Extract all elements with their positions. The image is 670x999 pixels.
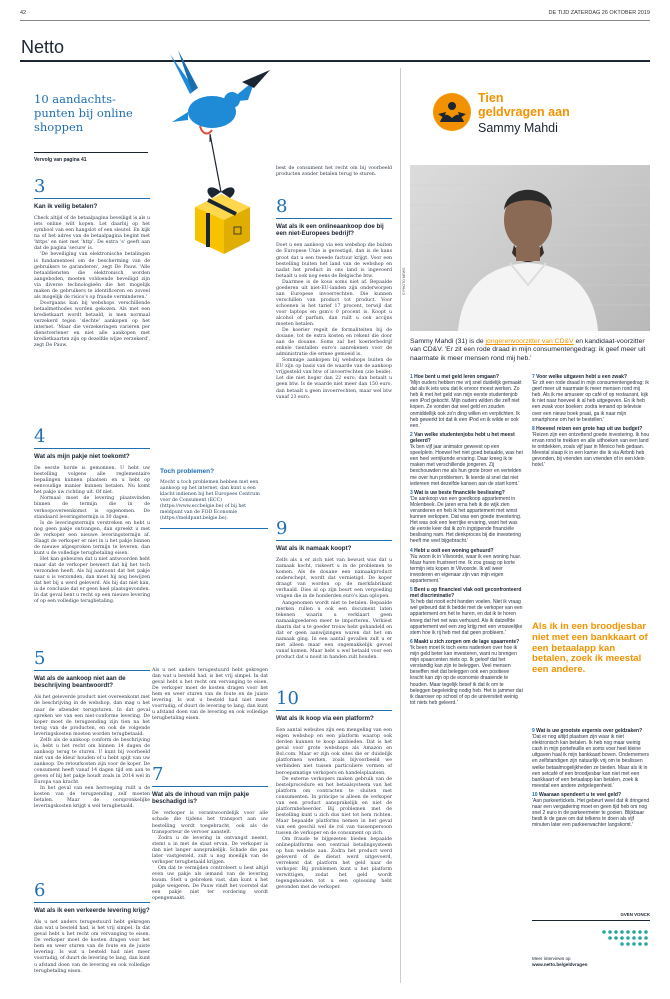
masthead: DE TIJD ZATERDAG 26 OKTOBER 2019	[548, 10, 650, 16]
section-number: 7	[152, 764, 164, 785]
section-rule	[276, 218, 392, 219]
section-heading: Wat als ik koop via een platform?	[276, 715, 374, 722]
section-heading: Wat als ik een verkeerde levering krijg?	[34, 907, 150, 914]
qa-column-2	[532, 374, 650, 614]
qa-item	[532, 426, 650, 469]
paragraph: Is de leveringstermijn verstreken en hebt u nog geen pakje ontvangen, dan spreekt u met de verkoper een nieuwe leveringstermijn af. Slaagt de verkoper er niet in u het pakje binnen de nieuwe afgesproken termijn te leveren, dan kunt u de volledige terugbetaling eisen.	[34, 520, 150, 556]
section-body	[34, 216, 150, 448]
paragraph: Als u net anders terugestuurd hebt gekregen dan wat u besteld had, is het vrij simpel. In dat geval hebt u het recht om vervanging te eisen. De verkoper moet de kosten dragen voor het hem en weer sturen van de foute en de juiste levering. Is wat u besteld had niet meer voorradig, of duurt de levering te lang, dan kunt u afstand doen van de levering en ook volledige terugbetaling eisen.	[34, 920, 150, 974]
paragraph: Doorgaans kan bij webshops verschillende betaalmethodes worden gekozen. Als met een kredietkaart wordt betaald, is men normaal verzekerd tegen 'slechte' aankopen op het internet. 'Maar die verzekeringen varieren per dienstverlener en niet alle aankopen met kredietkaarten zijn op dezelfde wijze verzekerd', zegt De Pauw.	[34, 300, 150, 349]
qa-item	[410, 548, 524, 585]
bird-icon	[170, 50, 270, 133]
more-interviews	[532, 956, 587, 968]
qa-item	[532, 792, 650, 829]
qa-column-1	[410, 374, 524, 982]
paragraph: Aangenomen wordt niet te betalen. Bepaalde merken rullen u ook een document laten tekenen waarin u verklaart geen namaakgoederen meer te importeren. Verkiest daarin dat u te goeder trouw hebt gehandeld en dat er geen aanwijzingen waren dat het om namaak ging. In een aantal gevallen zult u er met alleen maar een ongemakkelijk gevoel vanaf komen. Maar hebt u wel betaald voor een product dat u nooit in handen zult houden.	[276, 600, 392, 660]
pull-quote: Als ik in een broodjesbar niet met een bankkaart of een betaalapp kan betalen, zoek ik meestal een andere.	[532, 621, 648, 676]
paragraph: Om dat te vermijden controleert u best altijd even uw pakje als iemand van de levering kwam. Stelt u gebreken vast, dan kunt u het pakje weigeren. De Pauw vindt het voorstel dat een pakje niet ter vordering wordt opengemaakt.	[152, 865, 268, 902]
continued-from: Vervolg van pagina 41	[34, 157, 87, 163]
answer: 'Aan parkeertickets. Het gebeurt weel dat ik dringend naar een vergadering moet en geen tijd heb om nog snel 2 euro in de parkeermeter te gooien. Blijkbaar beslt ik de gave om dat telkens te doen als vijf minuten later een parkeerwachter langskomt.'	[532, 798, 650, 829]
section-rule	[34, 902, 150, 903]
section-heading: Wat als ik namaak koopt?	[276, 545, 352, 552]
section-body	[276, 243, 392, 503]
question-number: 9	[532, 728, 537, 734]
headline-text: 10 aandachts-punten bij online shoppen	[34, 92, 133, 135]
section-heading: Wat als ik een onlineaankoop doe bij een niet-Europees bedrijf?	[276, 223, 384, 238]
answer: 'Dat er nog altijd plaatsen zijn waar ik niet elektronisch kan betalen. Ik heb nog maar weinig cash in mijn portefeuille en soms voer heel kleine uitgaven haal ik mijn bankkaart boven. Ondernemers en zelfstandigen zijn natuurlijk vrij om te beslissen welke betaalmogelijkheden ze bieden. Maar als ik in een setcafé of een broodjesbar kan niet met een bankkaart of een betaalapp kan betalen, zoek ik meestal een andere zetgelegenheid.'	[532, 734, 650, 789]
headline-underline	[34, 152, 148, 153]
section-heading: Kan ik veilig betalen?	[34, 203, 98, 210]
section-rule	[34, 670, 150, 671]
dots-pattern-icon	[600, 928, 650, 950]
more-url[interactable]: www.netto.be/geldvragen	[532, 962, 588, 967]
section-6	[34, 880, 150, 974]
qa-item	[410, 374, 524, 429]
section-4	[34, 428, 150, 662]
paragraph: Normaal moet de levering plaatsvinden binnen de termijn die in de verkoopovereenkomst is opgenomen. De standaard leveringstermijn is 30 dagen.	[34, 496, 150, 520]
qa-item	[532, 374, 650, 423]
question: Voor welke uitgaven hebt u een zwak?	[536, 374, 627, 380]
kicker-line-2: geldvragen aan	[478, 104, 570, 119]
section-7	[152, 766, 268, 967]
intro-name: Sammy Mahdi (31) is de	[410, 338, 486, 345]
paragraph: Check altijd of de betaalpagina beveiligd is als u iets online wilt kopen. Let daarbij op het symbool van een hangslot of een sleutel. En kijk na of het adres van de betaalpagina begint met 'https' en niet met 'http'. De extra 's' geeft aan dat de pagina 'secure' is.	[34, 216, 150, 252]
section-body	[34, 466, 150, 662]
question: Hoe bent u met geld leren omgaan?	[414, 374, 499, 380]
paragraph: Zodra u de levering in ontvangst neemt, stemt u in met de staat ervan. De verkoper is dan niet langer aansprakelijk. Schade die pas later vastgesteld, zult u nog moeilijk van de verkoper terugbetaald krijgen.	[152, 835, 268, 865]
section-heading: Wat als de inhoud van mijn pakje beschadigd is?	[152, 791, 250, 806]
section-rule	[152, 786, 268, 787]
intro-role: jongerenvoorzitter van CD&V	[485, 338, 574, 345]
answer: 'Reizen zijn een ontzettend goede investering. Ik hou ervan rond te trekken en alle uithoeken van een land te ontdekken, zoals vijf jaar in Mexico heb gedaan. Meestal slaap ik in een kamer die ik via Airbnb heb gevonden, bij vrienden van vrienden of in een klein hotel.'	[532, 431, 650, 469]
headline	[34, 92, 144, 135]
section-heading: Wat als mijn pakje niet toekomt?	[34, 453, 130, 460]
portrait-icon	[410, 165, 650, 331]
interview-kicker	[478, 92, 570, 119]
author-credit: GVEN VONCK	[620, 912, 650, 917]
question: Bent u op financieel vlak ooit geconfronteerd met discriminatie?	[410, 587, 522, 600]
section-number: 10	[276, 688, 299, 709]
header-rule	[20, 20, 650, 21]
answer: 'Er zit een rode draad in mijn consumentengedrag: ik geef meer uit naarmate ik meer mensen rond mij heb. Als ik me amuseer op café of op restaurant, kijk ik niet naar hoeveel ik al heb uitgegeven. En ik heb een zwak voor boeken: zodra iemand op televisie over een nieuw boek praat, ga ik naar mijn smartphone om het te bestellen.'	[532, 380, 649, 423]
interview-intro	[410, 338, 650, 363]
section-3	[34, 178, 150, 448]
question: Van welke studentenjobs hebt u het meest geleerd?	[410, 431, 515, 444]
section-5	[34, 650, 150, 855]
paragraph: De eerste horde is gemonnen. U hebt uw bestelling volgens alle reglementaire bepalingen kunnen plaatsen en u hebt op eenvoudige manier kunnen betalen. Nu komt het pakje uw richting uit. Of niet.	[34, 466, 150, 496]
section-rule	[34, 198, 150, 199]
paragraph: Sommige aankopen bij webshops buiten de EU zijn op basis van de waarde van de aankoop vrijgesteld van btw of invoerrechten (zie beide). Let die niet hoger dan 22 euro, dan betaalt u geen btw. Is de waarde niet meer dan 150 euro, dan betaalt u geen invoerrechten, maar wel btw vanaf 23 euro.	[276, 358, 392, 400]
more-label: Meer interviews op	[532, 956, 571, 961]
paragraph: In het geval van een herroeping ruilt u de kosten van de terugzending zelf moeten betalen. Maar de oorspronkelijke leveringskosten krijgt u wel terugbetaald.	[34, 786, 150, 810]
question-number: 3	[410, 489, 415, 496]
question-number: 2	[410, 431, 415, 438]
qa-item	[410, 490, 524, 545]
section-number: 8	[276, 196, 288, 217]
paragraph: Zelfs als de aankoop conform de beschrijving is, hebt u het recht om binnen 14 dagen de aankoop terug te sturen. U kunt bij voorbeeld niet van de kleur houden of u hebt spijt van uw aankoop. De retourkosten zijn voor de koper. De consument heeft vanaf 14 dagen tijd om aan te geven of hij het pakje houdt zoals in 2014 wel in Europa van kracht.	[34, 737, 150, 786]
bird-gift-illustration	[150, 42, 290, 257]
paragraph: Het kan gebeuren dat u niet antwoorden hebt maar dat de verkoper beweert dat hij het toch verzonden heeft. Als hij aantoont dat het pakje naar u is verzonden, dan moet hij nog bewijzen dat het bij u werd geleverd. Als hij dat niet kan, is de conclusie dat er geen heel plaatsgevonden. In dat geval bent u recht op een nieuwe levering of op een volledige terugbetaling.	[34, 556, 150, 605]
answer: 'Ik been moet ik toch eens nadenken over hoe ik mijn geld beter kan investeren, want nu brengen mijn spaarcenten niets op. Ik geloof dat het verstandig kan zijn te beleggen. Veel mensen beseffen niet dat beleggen ook een positieve kracht kan zijn op de economie draaiende te houden. Maar tegelijk besef ik dat ik om te beleggen begeleiding nodig heb. Het is jammer dat ik daarover op school of op de universiteit weinig tot niets heb geleerd.'	[410, 644, 523, 706]
section-9	[276, 520, 392, 702]
section-number: 6	[34, 880, 46, 901]
question-number: 4	[410, 547, 415, 554]
section-number: 4	[34, 426, 46, 447]
question: Hebt u ooit een woning gehuurd?	[414, 547, 494, 554]
section-title: Netto	[21, 37, 65, 57]
section-10	[276, 690, 392, 960]
section-body	[34, 695, 150, 855]
sidebar-title: Toch problemen?	[160, 468, 215, 475]
section-6-continued	[152, 668, 268, 740]
paragraph: Een aantal websites zijn een mengeling van een eigen webshop en een platform waarop ook derden kunnen te koop aanbieden. Dat is het geval voor grote webshops als Amazon en Bol.com. Maar er zijn ook sites die er duidelijk platformen werken, zoals bijvoorbeeld we verbinden niet tussen particuliere vormen of beroepsmatige verkopers en handelsplaatsen.	[276, 728, 392, 776]
answer: 'De aankoop van een goedkoop appartement in Molenbeek. De jaren erna heb ik de wijk zien veranderen en heb ik het appartement met winst kunnen verkopen. Dat was een goede investering. Het was ook een leerrijke ervaring, want het was de eerste keer dat ik zo'n ingrijpende financiële beslissing nam. Het denkproces bij die investering heeft me veel bijgebracht.'	[410, 495, 522, 545]
section-body	[34, 920, 150, 974]
kicker-line-1: Tien	[478, 91, 504, 105]
qa-item	[532, 728, 650, 789]
question-number: 1	[410, 374, 415, 380]
paragraph: Zelfs als u er zich niet van bewust was dat u namaak kocht, riskeert u in de problemen te komen. Als de douane een namaakproduct onderschept, wordt dat vernietigd. De koper draagt van worden op de merkfabrikant verhaald. Dies al op zijn beurt een vergoeding vragen die in de honderden euro's kan oplopen.	[276, 558, 392, 600]
paragraph: 'De beveiliging van elektronische betalingen is fundamenteel om de bescherming van de gebruikers te garanderen', zegt De Pauw. 'Alle betaaldiensten die elektronisch worden aangeboden, moeten voldoende beveiligd zijn via diverse technologieën die het mogelijk maken de gebruikers te identificeren en zoveel als mogelijk de risico's op fraude verminderen.'	[34, 252, 150, 300]
qa-item	[410, 432, 524, 487]
answer: 'Ik ben vijf jaar animator geweest op een speelplein. Hoewel het niet goed betaalde, was het een heel verrijkende ervaring. Daar kreeg ik te maken met verschillende jongeren. Zij beschouwden me als hun grote broer en vertelden me over hun problemen. Ik leerde al snel dat niet iedereen met dezelfde kansen aan de start komt.'	[410, 444, 523, 487]
section-rule	[20, 60, 650, 62]
question-number: 7	[532, 374, 537, 380]
section-7-tail: best de consument het recht om bij voorbeeld producten zonder betalen terug te sturen.	[276, 166, 392, 178]
question: Hoeveel reizen een grote hap uit uw budget?	[536, 425, 643, 432]
question-number: 6	[410, 638, 415, 645]
intro-rest: en kandidaat-voorzitter van CD&V. 'Er zit een rode draad in mijn consumentengedrag: ik geef meer uit naarmate ik meer mensen rond mij heb.'	[410, 338, 646, 362]
paragraph: Als het geleverde product niet overeenkomt met de beschrijving in de webshop, dan mag u het naar de afzender terugsturen. In dat geval spreken we van een niet-conforme levering. De koper moet de terugzending zijn tien na het terug van de producten, en ook de volgende leveringskosten moeten worden terugbetaald.	[34, 695, 150, 737]
paragraph: Om fraude te bijgezeten bieden bepaalde onlineplatforms een centraal betalingsysteem op hun website aan. Zodra het product werd geleverd of de dienst werd uitgevoerd, verrekent dat platform het geld naar de verkoper. Bij problemen kunt u het platform verwittigen, zodat het geld wordt tegengehouden tot u een oplossing hebt gevonden met de verkoper.	[276, 837, 392, 891]
section-body	[152, 811, 268, 967]
section-body	[276, 558, 392, 702]
question: Maakt u zich zorgen om de lage spaarrente?	[414, 638, 520, 645]
section-number: 5	[34, 648, 46, 669]
paragraph: De externe verkopers maken gebruik van de bestelprocedure en het betaalsysteem van het platform om contracten te sluiten met consumenten. In principe is alleen de verkoper van een product aansprakelijk en niet de platformbeheerder. Bij problemen met de bestelling kunt u zich dus niet tot hem richten. Maar bepaalde platforms nemen in het geval van een geschil wel de rol van tussenpersoon tussen de verkoper en de consument op zich.	[276, 776, 392, 836]
bank-logo-icon	[432, 92, 472, 132]
paragraph: Als u net anders terugestuurd hebt gekregen dan wat u besteld had, is het vrij simpel. In dat geval hebt u het recht om vervanging te eisen. De verkoper moet de kosten dragen voor het hem en weer sturen van de foute en de juiste levering. Is wat u besteld had niet meer voorradig, of duurt de levering te lang, dan kunt u afstand doen van de levering en ook volledige terugbetaling eisen.	[152, 668, 268, 722]
paragraph: De koerier regelt de formaliteiten bij de douane, tot de extra kosten en rekent die door aan de douane. Soms zal het koerierbedrijf enkele tientallen euro's aanrekenen voor de administratie die ermee gemoeid is.	[276, 328, 392, 358]
paragraph: Doet u een aankoop via een webshop die buiten de Europese Unie is gevestigd, dan is de kans groot dat u een tweede factuur krijgt. Voor een bestelling buiten het land van de webshop en nadat het product in ons land is ingevoerd betaalt u ook nog eens de Belgische btw.	[276, 243, 392, 279]
qa-column-2-bottom	[532, 728, 650, 908]
paragraph: Daarmee is de kous soms niet af. Bepaalde goederen uit niet-EU-landen zijn onderworpen aan Europese invoerrechten. Die kunnen verschillen van product tot product. Voor schoenen is het tarief 17 procent, terwijl dat voor laptops en gsm's 0 procent is. Koopt u alcohol of parfum, dan ruilt u ook accijns moeten betalen.	[276, 279, 392, 328]
sidebar-rule	[160, 528, 268, 529]
question-number: 5	[410, 587, 415, 594]
portrait-photo	[410, 165, 650, 331]
paragraph: De verkoper is verantwoordelijk voor alle schade die tijdens het transport aan uw bestelling wordt toegebracht, ook als de transporteur de vervoer aanstelt.	[152, 811, 268, 835]
question: Wat is uw beste financiële beslissing?	[414, 489, 505, 496]
answer: 'Mijn ouders hebben me vrij snel duidelijk gemaakt dat als ik iets wou dat ik ervoor moest werken. Zo heb ik met het geld van mijn eerste studentenjob een iPod gekocht. Mijn ouders wilden die zelf niet kopen. Ze vonden dat veel geld en zouden onmiddellijk ook zo'n ding willen en verplichten. Ik heb gewerkt tot dat ik een iPod en ik wilde er ook een.'	[410, 380, 522, 429]
section-heading: Wat als de aankoop niet aan de beschrijving beantwoordt?	[34, 675, 126, 690]
question: Wat is uw grootste ergernis over geldzaken?	[536, 728, 643, 734]
section-rule	[276, 540, 392, 541]
section-rule	[34, 448, 150, 449]
interviewee-name: Sammy Mahdi	[478, 121, 558, 135]
gift-icon	[195, 187, 250, 254]
photo-credit: © PHOTO NEWS	[402, 267, 406, 295]
section-number: 3	[34, 176, 46, 197]
qa-item	[410, 639, 524, 706]
section-8	[276, 198, 392, 503]
section-number: 9	[276, 518, 288, 539]
answer: 'Ik heb dat nooit echt handen voelen. Niet ik vraag wel gebeurd dat ik bedde met de verkoper van een appartement om het te huren, en dat ik te horen kreeg dat het net was verhuurd. Als ik datzelfde appartement wel een zeg krijg met een vrouwelijke stem hoe ik rij heb met dat geen probleem.'	[410, 599, 523, 636]
question-number: 8	[532, 425, 537, 432]
column-divider	[400, 68, 401, 983]
section-body	[276, 728, 392, 960]
page-number: 42	[20, 10, 27, 16]
sidebar-box	[160, 468, 268, 529]
question-number: 10	[532, 791, 539, 798]
qa-item	[410, 587, 524, 636]
sidebar-text: Mocht u toch problemen hebben met een aankoop op het internet, dan kunt u een klacht indienen bij het Europees Centrum voor de Consument (ECC) (https://www.eccbelgie.be) of bij het meldpunt van de FOD Economie (https://meldpunt.belgie.be).	[160, 480, 260, 522]
question: Waaraan spendeert u te veel geld?	[538, 791, 622, 798]
section-rule	[276, 710, 392, 711]
answer: 'Nu woon ik in Vilvoorde, waar ik een woning huur. Maar huren frustreert me. Ik zou graag op korte termijn iets kopen in Vilvoorde. Ik wil weer investeren en eigenaar zijn van mijn eigen appartement.'	[410, 553, 522, 584]
footer-rule	[532, 920, 650, 921]
